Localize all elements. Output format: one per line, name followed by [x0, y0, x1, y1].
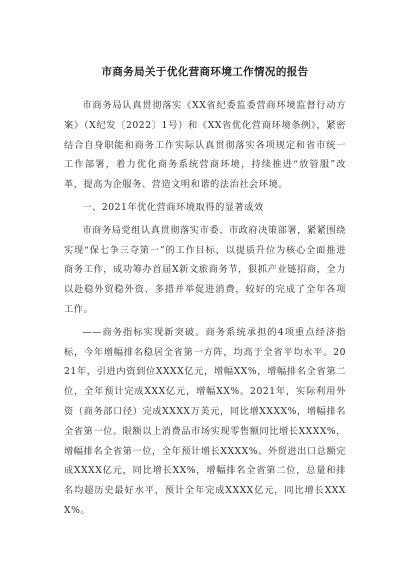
- document-title: 市商务局关于优化营商环境工作情况的报告: [101, 66, 309, 78]
- indicators-paragraph: ——商务指标实现新突破。商务系统承担的4项重点经济指标，今年增幅排名稳居全省第一方阵，均高于全省平均水平。2021年，引进内资到位XXXX亿元，增幅XX%，增幅排名全省第二位，全年预计完成XXX亿元，增幅XX%。2021年，实际利用外资（商务部口径）完成XXXX万美元，同比增XXXX%，增幅排名全省第一位。限额以上消费品市场实现零售额同比增长XXXX%，增幅排名全省第一位，全年预计增长XXXX%。外贸进出口总额完成XXXX亿元，同比增长XX%，增幅排名全省第二位，总量和排名均超历史最好水平，预计全年完成XXXX亿元，同比增长XXXX%。: [64, 326, 346, 516]
- document-body: [64, 96, 346, 521]
- section-heading: 一、2021年优化营商环境取得的显著成效: [82, 201, 264, 213]
- achievements-paragraph: 市商务局党组认真贯彻落实市委、市政府决策部署，紧紧围绕实现“保七争三夺第一”的工作目标，以提质升位为核心全面推进商务工作，成功筹办首届X新文旅商务节，狠抓产业链招商，全力以赴稳外贸稳外资、多措并举促进消费，较好的完成了全年各项工作。: [64, 224, 346, 315]
- intro-paragraph: 市商务局认真贯彻落实《XX省纪委监委营商环境监督行动方案》（X纪发〔2022〕1号）和《XX省优化营商环境条例》，紧密结合自身职能和商务工作实际认真贯彻落实各项规定和省市统一工作部署，着力优化商务系统营商环境，持续推进“放管服”改革，提高为企服务、营造文明和谐的法治社会环境。: [64, 100, 346, 191]
